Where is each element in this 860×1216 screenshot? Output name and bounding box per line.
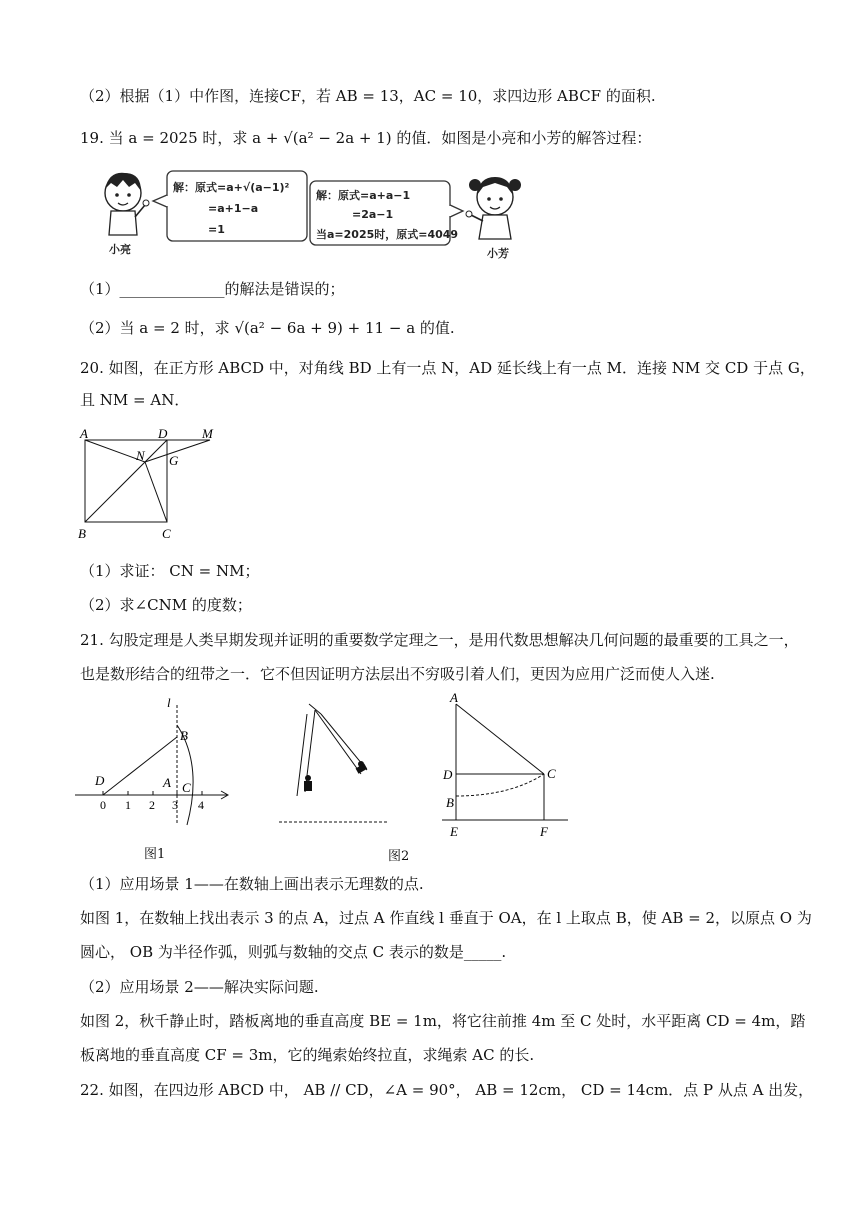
label-d-fig1: D xyxy=(95,773,105,788)
label-a: A xyxy=(80,426,88,441)
label-a-fig1: A xyxy=(163,775,171,790)
q21-figure2-geometry xyxy=(440,690,580,840)
q21-part2-line2: 板离地的垂直高度 CF = 3m，它的绳索始终拉直，求绳索 AC 的长. xyxy=(80,1046,535,1064)
q20-part1: （1）求证： CN = NM； xyxy=(80,562,260,580)
boy-name: 小亮 xyxy=(109,243,131,256)
tick-3: 3 xyxy=(172,798,178,812)
girl-cartoon-icon xyxy=(466,177,521,239)
label-b: B xyxy=(78,526,86,541)
q21-part2-line1: 如图 2，秋千静止时，踏板离地的垂直高度 BE = 1m，将它往前推 4m 至 C 处时，水平距离 CD = 4m，踏 xyxy=(80,1012,806,1030)
label-m: M xyxy=(202,426,213,441)
right-line-2: =2a−1 xyxy=(352,208,394,221)
figure1-caption: 图1 xyxy=(144,847,166,862)
q21-part2: （2）应用场景 2——解决实际问题. xyxy=(80,978,319,996)
q19-part2: （2）当 a = 2 时，求 √(a² − 6a + 9) + 11 − a 的值. xyxy=(80,319,455,337)
q21-stem-line2: 也是数形结合的纽带之一．它不但因证明方法层出不穷吸引着人们，更因为应用广泛而使人入迷. xyxy=(80,665,715,683)
label-n: N xyxy=(136,448,145,463)
q22-stem: 22. 如图，在四边形 ABCD 中， AB // CD，∠A = 90°， AB = 12cm， CD = 14cm．点 P 从点 A 出发， xyxy=(80,1081,814,1099)
left-line-2: =a+1−a xyxy=(208,202,259,215)
q20-stem-line1: 20. 如图，在正方形 ABCD 中，对角线 BD 上有一点 N，AD 延长线上有一点 M．连接 NM 交 CD 于点 G， xyxy=(80,359,815,377)
tick-0: 0 xyxy=(100,798,106,812)
right-line-1: 解：原式=a+a−1 xyxy=(316,189,411,202)
left-line-1: 解：原式=a+√(a−1)² xyxy=(173,181,290,194)
label-g: G xyxy=(169,453,179,468)
tick-1: 1 xyxy=(125,798,131,812)
child-on-swing-icon xyxy=(304,761,367,791)
q19-stem: 19. 当 a = 2025 时，求 a + √(a² − 2a + 1) 的值．如图是小亮和小芳的解答过程： xyxy=(80,129,652,147)
q20-part2: （2）求∠CNM 的度数； xyxy=(80,596,252,614)
label-c: C xyxy=(162,526,171,541)
q21-figure1-number-line xyxy=(75,695,235,830)
girl-name: 小芳 xyxy=(487,247,509,260)
q20-stem-line2: 且 NM = AN． xyxy=(80,391,190,409)
q21-stem-line1: 21. 勾股定理是人类早期发现并证明的重要数学定理之一，是用代数思想解决几何问题的最重要的工具之一， xyxy=(80,631,799,649)
label-f-fig2: F xyxy=(540,824,548,839)
label-b-fig2: B xyxy=(446,795,454,810)
boy-cartoon-icon xyxy=(105,173,149,235)
label-l: l xyxy=(167,695,171,710)
q20-square-figure xyxy=(70,420,250,545)
right-line-3: 当a=2025时，原式=4049 xyxy=(316,228,459,241)
figure2-caption: 图2 xyxy=(388,849,410,864)
q21-part1-line1: 如图 1，在数轴上找出表示 3 的点 A，过点 A 作直线 l 垂直于 OA，在 l 上取点 B，使 AB = 2，以原点 O 为 xyxy=(80,909,812,927)
q19-cartoon-figure xyxy=(95,165,535,265)
q21-part1-line2: 圆心， OB 为半径作弧，则弧与数轴的交点 C 表示的数是_____. xyxy=(80,943,507,961)
label-a-fig2: A xyxy=(450,690,458,705)
label-c-fig1: C xyxy=(182,780,191,795)
label-b-fig1: B xyxy=(180,728,188,743)
q18-part2: （2）根据（1）中作图，连接CF，若 AB = 13，AC = 10，求四边形 ABCF 的面积. xyxy=(80,87,656,105)
tick-4: 4 xyxy=(198,798,204,812)
label-d: D xyxy=(158,426,168,441)
q19-part1: （1）______________的解法是错误的； xyxy=(80,280,345,298)
label-d-fig2: D xyxy=(443,767,453,782)
q21-part1: （1）应用场景 1——在数轴上画出表示无理数的点. xyxy=(80,875,424,893)
label-c-fig2: C xyxy=(547,766,556,781)
q21-figure2-swing-sketch xyxy=(275,700,405,830)
label-e-fig2: E xyxy=(450,824,458,839)
left-line-3: =1 xyxy=(208,223,225,236)
tick-2: 2 xyxy=(149,798,155,812)
